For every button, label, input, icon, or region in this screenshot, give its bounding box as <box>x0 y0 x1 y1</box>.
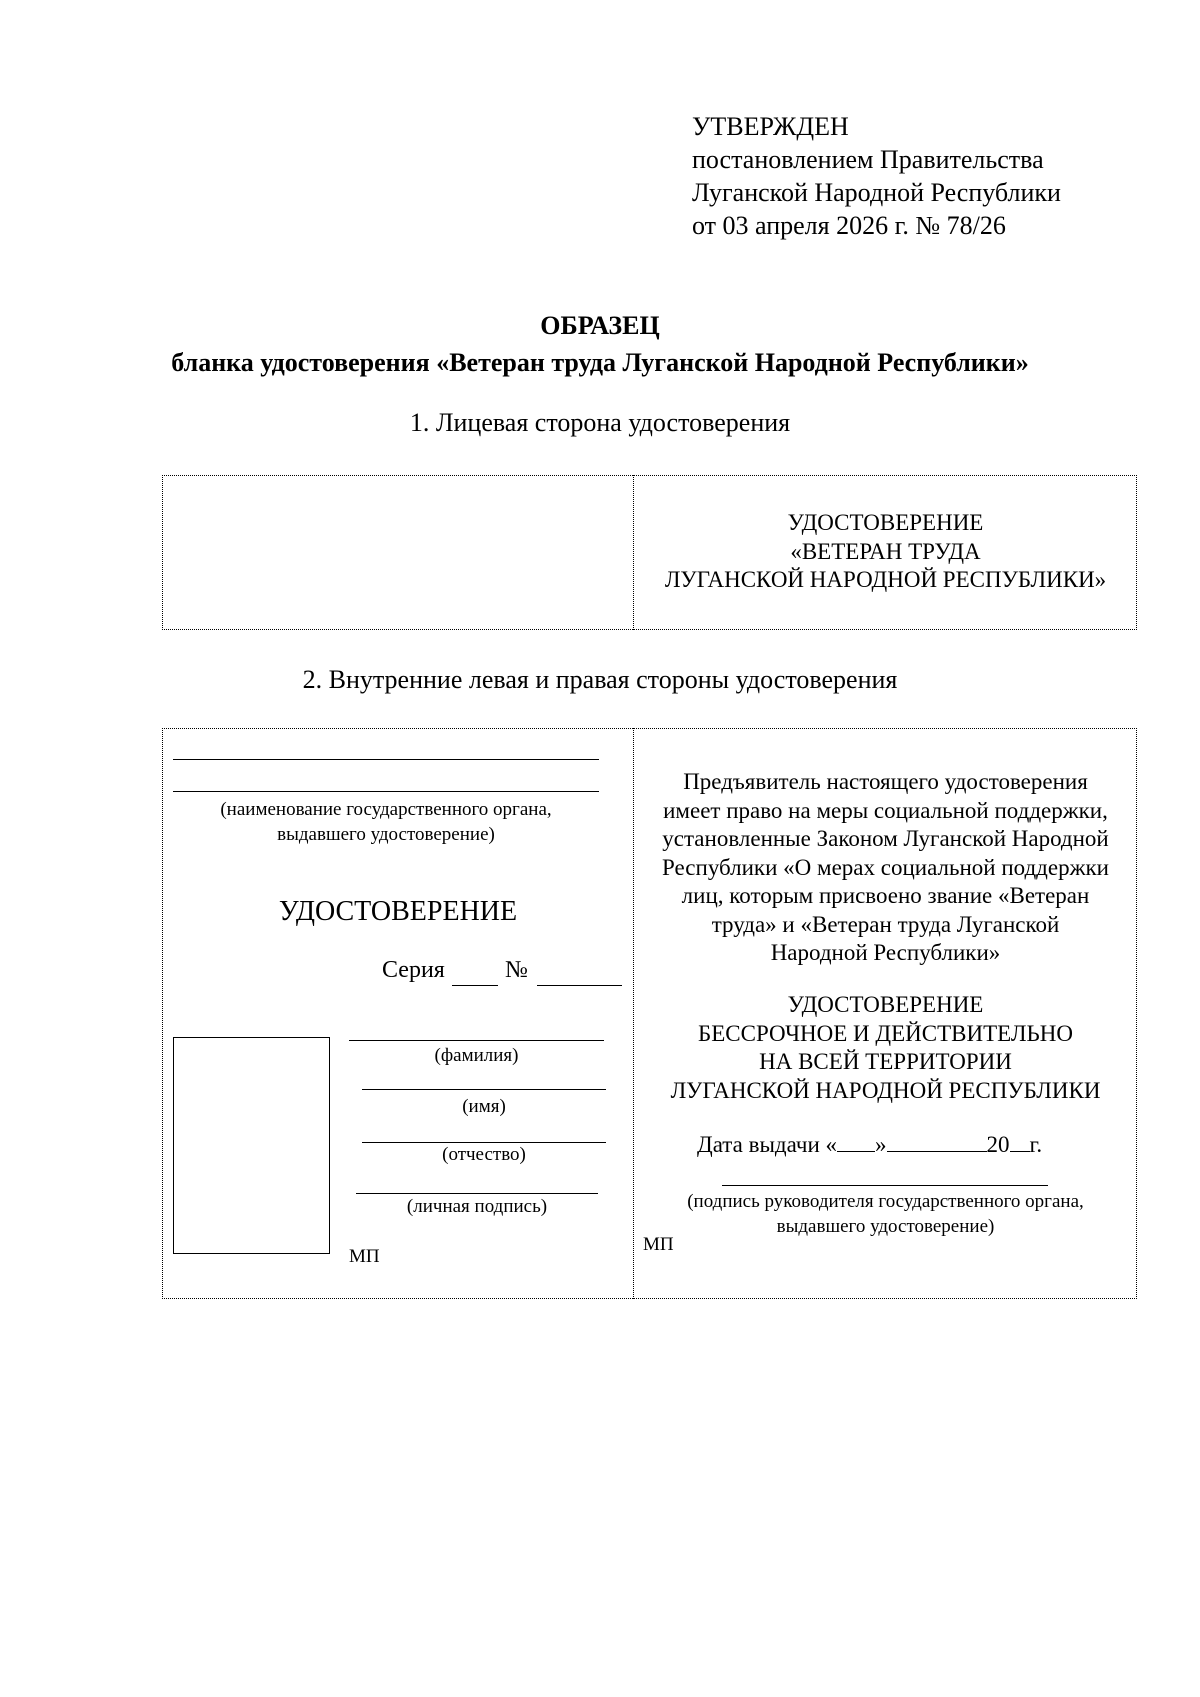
issuer-caption <box>173 797 599 847</box>
section2-heading: 2. Внутренние левая и правая стороны удостоверения <box>302 665 898 694</box>
name-line <box>362 1089 606 1090</box>
rights-line4: Республики «О мерах социальной поддержки <box>662 854 1109 880</box>
head-signature-caption <box>634 1189 1137 1239</box>
number-label: № <box>505 957 528 983</box>
approval-block <box>692 110 1061 242</box>
head-signature-line <box>722 1185 1048 1186</box>
cover-title-line3: ЛУГАНСКОЙ НАРОДНОЙ РЕСПУБЛИКИ» <box>664 567 1107 592</box>
issue-date-prefix: Дата выдачи « <box>697 1132 838 1157</box>
section1-heading: 1. Лицевая сторона удостоверения <box>409 408 791 437</box>
issue-date <box>697 1131 1042 1158</box>
series-blank <box>452 985 498 986</box>
signature-caption: (личная подпись) <box>406 1196 548 1217</box>
series-label: Серия <box>382 957 445 983</box>
rights-line2: имеет право на меры социальной поддержки, <box>663 797 1108 823</box>
issue-date-mid: » <box>875 1132 887 1157</box>
cover-title-line1: УДОСТОВЕРЕНИЕ <box>787 510 984 535</box>
surname-line <box>349 1040 604 1041</box>
approval-government: Луганской Народной Республики <box>692 178 1061 207</box>
cover-title-line2: «ВЕТЕРАН ТРУДА <box>790 538 981 564</box>
rights-line1: Предъявитель настоящего удостоверения <box>683 769 1088 794</box>
number-blank <box>537 985 622 986</box>
approval-date-number: от 03 апреля 2026 г. № 78/26 <box>692 211 1006 240</box>
issuer-line-1 <box>173 759 599 760</box>
head-signature-caption-line1: (подпись руководителя государственного органа, <box>687 1191 1084 1212</box>
validity-line3: НА ВСЕЙ ТЕРРИТОРИИ <box>759 1049 1012 1074</box>
issuer-caption-line2: выдавшего удостоверение) <box>277 824 495 845</box>
issuer-line-2 <box>173 791 599 792</box>
issue-month-blank <box>887 1131 987 1152</box>
issue-year-prefix: 20 <box>986 1132 1010 1157</box>
photo-placeholder <box>173 1037 330 1254</box>
issue-day-blank <box>837 1131 875 1152</box>
surname-caption: (фамилия) <box>434 1045 519 1066</box>
title-main: ОБРАЗЕЦ <box>540 311 660 340</box>
approval-status: УТВЕРЖДЕН <box>692 112 849 141</box>
issue-year-blank <box>1010 1131 1030 1152</box>
right-stamp-mark: МП <box>643 1234 674 1255</box>
issuer-caption-line1: (наименование государственного органа, <box>220 799 552 820</box>
rights-text <box>634 768 1137 968</box>
title-sub: бланка удостоверения «Ветеран труда Луганской Народной Республики» <box>171 348 1029 377</box>
issue-date-suffix: г. <box>1029 1132 1043 1157</box>
rights-line5: лиц, которым присвоено звание «Ветеран <box>681 883 1090 908</box>
left-doc-title: УДОСТОВЕРЕНИЕ <box>278 896 518 927</box>
patronymic-caption: (отчество) <box>442 1144 526 1165</box>
validity-statement <box>634 991 1137 1105</box>
head-signature-caption-line2: выдавшего удостоверение) <box>776 1216 995 1237</box>
validity-line2: БЕССРОЧНОЕ И ДЕЙСТВИТЕЛЬНО <box>698 1020 1073 1046</box>
rights-line6: труда» и «Ветеран труда Луганской <box>711 911 1060 937</box>
document-title <box>0 307 1200 381</box>
rights-line7: Народной Республики» <box>770 940 1001 965</box>
left-stamp-mark: МП <box>349 1246 380 1267</box>
approval-decree: постановлением Правительства <box>692 145 1044 174</box>
name-caption: (имя) <box>462 1096 506 1117</box>
rights-line3: установленные Законом Луганской Народной <box>662 826 1109 851</box>
validity-line4: ЛУГАНСКОЙ НАРОДНОЙ РЕСПУБЛИКИ <box>670 1077 1101 1103</box>
cover-title <box>634 509 1137 595</box>
validity-line1: УДОСТОВЕРЕНИЕ <box>787 992 984 1017</box>
